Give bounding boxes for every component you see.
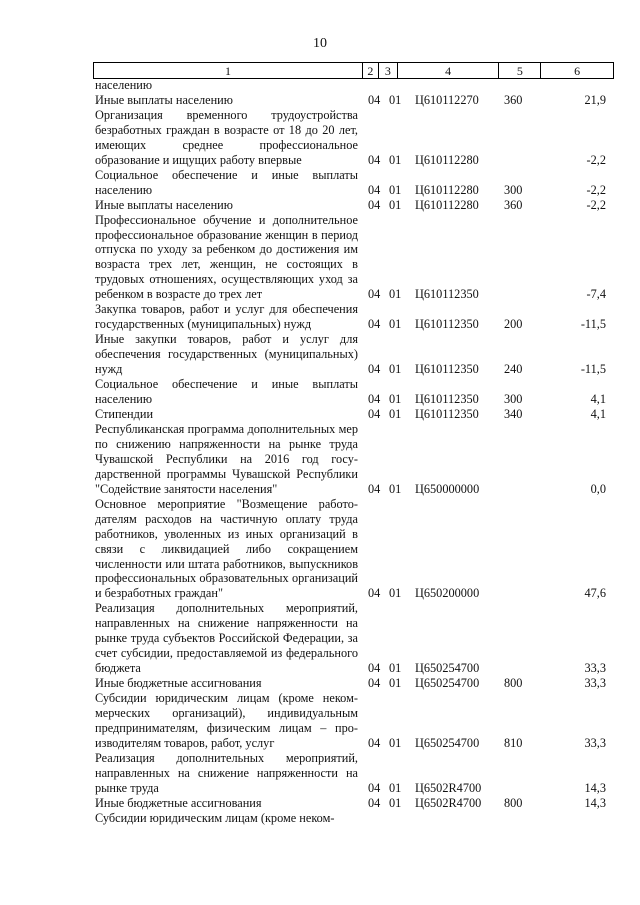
row-values	[95, 198, 610, 213]
row-name: Реализация дополнительных мероприятий, направленных на снижение напряженности на рынке труда субъектов Российской Федерации, за счет субсидии, предоставляемой из федерального бюджета	[95, 601, 358, 676]
table-header	[93, 62, 614, 79]
row-name: Иные закупки товаров, работ и услуг для обеспечения государственных (муниципальных) нужд	[95, 332, 358, 377]
row-code: Ц650200000	[415, 586, 480, 601]
row-type: 360	[504, 197, 523, 212]
table-row	[95, 93, 610, 108]
table-row	[95, 676, 610, 691]
row-name: Республиканская программа дополнительных мер по снижению напряженности на рынке труда Чувашской Республики на 2016 год государственной программы Чувашской Республики "Содействие занятости населения"	[95, 421, 358, 496]
row-subsection: 01	[389, 406, 402, 421]
row-code: Ц610112350	[415, 406, 479, 421]
row-code: Ц650254700	[415, 661, 480, 676]
row-code: Ц650254700	[415, 735, 480, 750]
row-values	[95, 736, 610, 751]
row-value: 14,3	[584, 780, 606, 795]
row-subsection: 01	[389, 586, 402, 601]
row-code: Ц650254700	[415, 676, 480, 691]
row-subsection: 01	[389, 152, 402, 167]
row-values	[95, 153, 610, 168]
row-section: 04	[368, 92, 381, 107]
table-row	[95, 422, 610, 497]
row-values	[95, 661, 610, 676]
row-name: Иные выплаты населению	[95, 92, 233, 107]
row-value: 33,3	[584, 676, 606, 691]
row-values	[95, 796, 610, 811]
row-subsection: 01	[389, 317, 402, 332]
row-subsection: 01	[389, 481, 402, 496]
row-value: -11,5	[580, 362, 606, 377]
row-name: Реализация дополнительных мероприятий, направленных на снижение напряженности на рынке труда	[95, 750, 358, 795]
row-name: Субсидии юридическим лицам (кроме некоммерческих организаций), индивидуальным предпринимателям, физическим лицам – производителям товаров, работ, услуг	[95, 691, 358, 750]
row-section: 04	[368, 780, 381, 795]
row-value: -11,5	[580, 317, 606, 332]
table-body	[95, 78, 610, 826]
row-values	[95, 287, 610, 302]
row-type: 300	[504, 391, 523, 406]
header-col-4: 4	[398, 63, 500, 78]
row-type: 360	[504, 92, 523, 107]
table-row	[95, 407, 610, 422]
row-name: Стипендии	[95, 406, 154, 421]
row-value: -7,4	[586, 287, 606, 302]
row-type: 340	[504, 406, 523, 421]
row-value: 4,1	[590, 391, 606, 406]
row-value: 4,1	[590, 406, 606, 421]
row-section: 04	[368, 152, 381, 167]
row-section: 04	[368, 795, 381, 810]
row-name: Иные бюджетные ассигнования	[95, 676, 262, 691]
row-code: Ц610112350	[415, 362, 479, 377]
row-section: 04	[368, 735, 381, 750]
row-type: 240	[504, 362, 523, 377]
row-values	[95, 586, 610, 601]
row-type: 200	[504, 317, 523, 332]
row-name: Иные бюджетные ассигнования	[95, 795, 262, 810]
row-value: 33,3	[584, 661, 606, 676]
row-values	[95, 407, 610, 422]
header-col-1: 1	[94, 63, 363, 78]
header-col-3: 3	[379, 63, 398, 78]
table-row	[95, 691, 610, 751]
row-name: Иные выплаты населению	[95, 197, 233, 212]
table-row	[95, 601, 610, 676]
table-row	[95, 811, 610, 826]
row-name: Социальное обеспечение и иные выплаты населению	[95, 167, 358, 197]
table-row	[95, 796, 610, 811]
row-type: 800	[504, 795, 523, 810]
row-section: 04	[368, 586, 381, 601]
row-subsection: 01	[389, 92, 402, 107]
row-name: Закупка товаров, работ и услуг для обеспечения государственных (муниципальных) нужд	[95, 302, 358, 332]
row-subsection: 01	[389, 182, 402, 197]
row-subsection: 01	[389, 795, 402, 810]
row-name: Организация временного трудоустройства безработных граждан в возрасте от 18 до 20 лет, имеющих среднее профессиональное образование и ищущих работу впервые	[95, 107, 358, 167]
row-values	[95, 482, 610, 497]
row-values	[95, 781, 610, 796]
row-values	[95, 676, 610, 691]
header-col-2: 2	[363, 63, 379, 78]
row-subsection: 01	[389, 391, 402, 406]
row-type: 810	[504, 735, 523, 750]
row-subsection: 01	[389, 362, 402, 377]
table-row	[95, 377, 610, 407]
table-row	[95, 213, 610, 303]
row-code: Ц6502R4700	[415, 795, 482, 810]
row-value: -2,2	[586, 197, 606, 212]
row-code: Ц610112270	[415, 92, 479, 107]
row-section: 04	[368, 391, 381, 406]
row-subsection: 01	[389, 780, 402, 795]
row-values	[95, 362, 610, 377]
row-section: 04	[368, 182, 381, 197]
row-section: 04	[368, 481, 381, 496]
row-section: 04	[368, 406, 381, 421]
table-row	[95, 108, 610, 168]
row-value: 14,3	[584, 795, 606, 810]
row-subsection: 01	[389, 676, 402, 691]
table-row	[95, 332, 610, 377]
table-row	[95, 168, 610, 198]
row-values	[95, 811, 610, 826]
row-section: 04	[368, 317, 381, 332]
row-values	[95, 392, 610, 407]
row-values	[95, 183, 610, 198]
row-code: Ц610112280	[415, 182, 479, 197]
row-name: Социальное обеспечение и иные выплаты населению	[95, 377, 358, 407]
row-subsection: 01	[389, 661, 402, 676]
row-code: Ц610112350	[415, 287, 479, 302]
row-subsection: 01	[389, 735, 402, 750]
row-name: населению	[95, 78, 153, 92]
row-code: Ц610112350	[415, 317, 479, 332]
row-value: 33,3	[584, 735, 606, 750]
row-values	[95, 317, 610, 332]
row-code: Ц6502R4700	[415, 780, 482, 795]
row-section: 04	[368, 676, 381, 691]
row-value: -2,2	[586, 152, 606, 167]
row-type: 800	[504, 676, 523, 691]
table-row	[95, 198, 610, 213]
header-col-6: 6	[574, 63, 581, 78]
row-code: Ц610112350	[415, 391, 479, 406]
row-value: -2,2	[586, 182, 606, 197]
table-row	[95, 302, 610, 332]
row-value: 21,9	[584, 92, 606, 107]
row-subsection: 01	[389, 287, 402, 302]
row-values	[95, 93, 610, 108]
row-code: Ц610112280	[415, 197, 479, 212]
table-row	[95, 78, 610, 93]
row-section: 04	[368, 661, 381, 676]
row-name: Субсидии юридическим лицам (кроме неком-	[95, 810, 335, 825]
row-name: Основное мероприятие "Возмещение работодателям расходов на частичную оплату труда работников, уволенных из иных организаций в связи с ликвидацией либо сокращением численности или штата работников, выпускников профессиональных образовательных организаций и безработных граждан"	[95, 496, 358, 601]
row-section: 04	[368, 362, 381, 377]
row-value: 47,6	[584, 586, 606, 601]
header-col-5: 5	[499, 63, 541, 78]
row-code: Ц650000000	[415, 481, 480, 496]
row-type: 300	[504, 182, 523, 197]
row-section: 04	[368, 197, 381, 212]
page-number: 10	[313, 36, 327, 51]
row-values	[95, 78, 610, 93]
table-row	[95, 497, 610, 602]
row-subsection: 01	[389, 197, 402, 212]
row-code: Ц610112280	[415, 152, 479, 167]
row-value: 0,0	[590, 481, 606, 496]
table-row	[95, 751, 610, 796]
row-section: 04	[368, 287, 381, 302]
row-name: Профессиональное обучение и дополнительное профессиональное образование женщин в период отпуска по уходу за ребенком до достижения им возраста трех лет, женщин, не состоящих в трудовых отношениях, осуществляющих уход за ребенком в возрасте до трех лет	[95, 212, 358, 302]
